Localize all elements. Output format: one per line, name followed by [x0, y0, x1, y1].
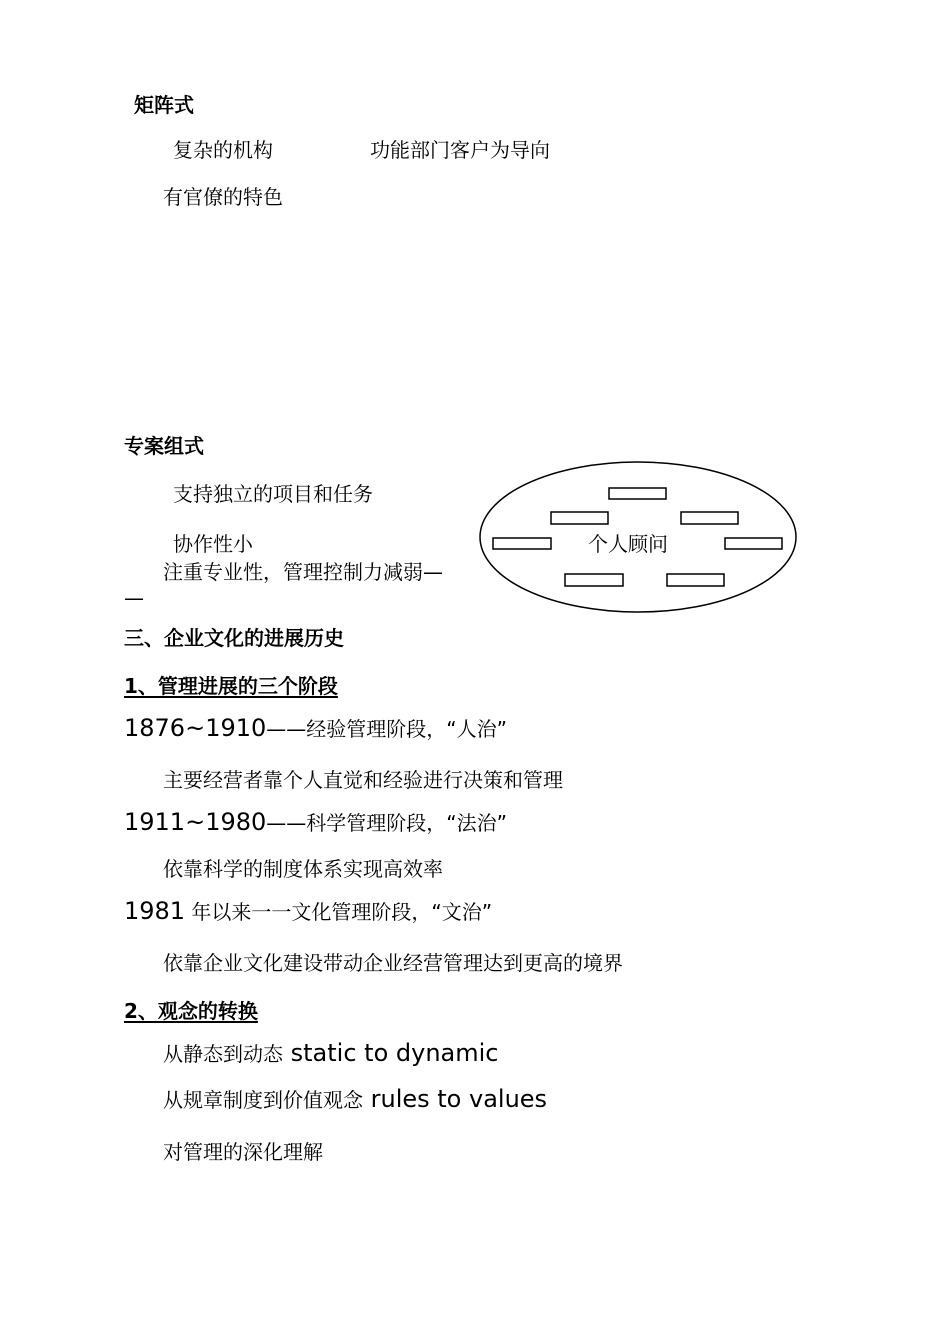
stage3-line [124, 897, 492, 926]
stage1-line [124, 714, 507, 743]
stage1-description: 主要经营者靠个人直觉和经验进行决策和管理 [163, 768, 563, 792]
concept2-cn: 从规章制度到价值观念 [163, 1088, 363, 1112]
stage2-line [124, 808, 507, 837]
diagram-box-right [725, 538, 782, 549]
stage1-title: ——经验管理阶段，“人治” [266, 717, 507, 741]
stage2-years: 1911~1980 [124, 808, 267, 836]
concept2-en: rules to values [363, 1085, 548, 1113]
stage2-description: 依靠科学的制度体系实现高效率 [163, 857, 443, 881]
diagram-box-lower-right [667, 574, 724, 586]
history-subheading-concepts: 2、观念的转换 [124, 999, 258, 1023]
diagram-box-top [609, 488, 666, 499]
stage3-description: 依靠企业文化建设带动企业经营管理达到更高的境界 [163, 951, 623, 975]
history-heading: 三、企业文化的进展历史 [124, 626, 344, 650]
project-item-cooperation: 协作性小 [173, 532, 253, 556]
matrix-item-complex: 复杂的机构 [173, 138, 273, 162]
project-item-independent: 支持独立的项目和任务 [173, 482, 373, 506]
diagram-box-lower-left [565, 574, 623, 586]
matrix-item-bureaucracy: 有官僚的特色 [163, 185, 283, 209]
concept-rules-values [163, 1085, 547, 1114]
concept1-en: static to dynamic [283, 1039, 499, 1067]
project-team-diagram [478, 460, 800, 616]
matrix-item-customer: 功能部门客户为导向 [370, 138, 550, 162]
history-subheading-stages: 1、管理进展的三个阶段 [124, 674, 338, 698]
diagram-box-left [493, 538, 551, 549]
diagram-label: 个人顾问 [588, 532, 668, 556]
matrix-heading: 矩阵式 [134, 93, 194, 117]
concept-deeper-understanding: 对管理的深化理解 [163, 1140, 323, 1164]
project-item-professional-wrap: — [124, 586, 144, 610]
stage2-title: ——科学管理阶段，“法治” [266, 811, 507, 835]
project-heading: 专案组式 [124, 434, 204, 458]
diagram-box-upper-left [551, 512, 608, 524]
stage1-years: 1876~1910 [124, 714, 267, 742]
stage3-title: 年以来一一文化管理阶段，“文治” [185, 900, 493, 924]
stage3-years: 1981 [124, 897, 186, 925]
project-item-professional: 注重专业性，管理控制力减弱— [163, 560, 443, 584]
diagram-box-upper-right [681, 512, 738, 524]
concept-static-dynamic [163, 1039, 498, 1068]
concept1-cn: 从静态到动态 [163, 1042, 283, 1066]
